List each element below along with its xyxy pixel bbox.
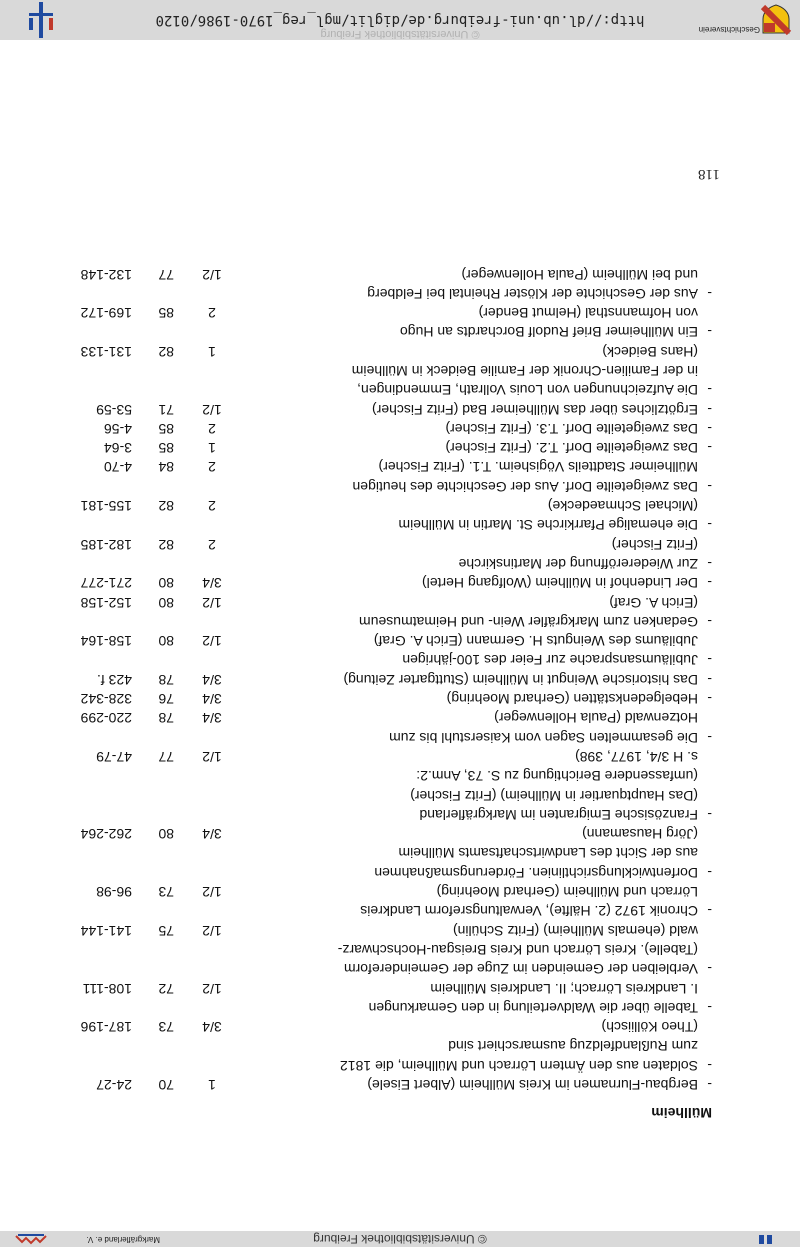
entry-issue: 1/2 xyxy=(202,922,222,939)
entry-pages: 158-164 xyxy=(80,633,132,650)
entry-issue: 3/4 xyxy=(202,691,222,708)
entry-pages: 4-56 xyxy=(103,420,132,437)
bibliography-entry xyxy=(72,419,712,438)
viewer-header-bar xyxy=(0,1231,800,1247)
entry-text xyxy=(268,438,712,457)
entry-pages: 169-172 xyxy=(80,305,132,322)
entry-text xyxy=(268,419,712,438)
entry-pages: 141-144 xyxy=(80,922,132,939)
entry-bullet: - xyxy=(707,478,712,495)
entry-text xyxy=(268,303,712,342)
bibliography-entry xyxy=(72,631,712,670)
entry-issue: 3/4 xyxy=(202,671,222,688)
bibliography-entry xyxy=(72,341,712,399)
entry-bullet: - xyxy=(707,671,712,688)
entry-text xyxy=(268,708,712,747)
entry-issue: 1 xyxy=(208,343,216,360)
entry-year: 85 xyxy=(158,420,174,437)
bibliography-entry xyxy=(72,592,712,631)
entry-pages: 131-133 xyxy=(80,343,132,360)
entry-bullet: - xyxy=(707,285,712,302)
entry-line: (Tabelle). Kreis Lörrach und Kreis Breisgau-Hochschwarz- xyxy=(337,941,698,958)
entry-issue: 1 xyxy=(208,1077,216,1093)
entry-line: Das historische Weingut in Müllheim (Stuttgarter Zeitung) xyxy=(343,671,698,688)
entry-pages: 220-299 xyxy=(80,710,132,727)
entry-line: Chronik 1972 (2. Hälfte), Verwaltungsreform Landkreis xyxy=(360,903,698,920)
entry-text xyxy=(268,341,712,399)
entry-text xyxy=(268,824,712,882)
entry-line: aus der Sicht des Landwirtschaftsamts Müllheim xyxy=(398,845,698,862)
entry-bullet: - xyxy=(707,575,712,592)
university-library-logo-icon xyxy=(27,2,55,38)
bibliography-entry xyxy=(72,438,712,457)
entry-issue: 3/4 xyxy=(202,710,222,727)
copyright-notice: © Universitätsbibliothek Freiburg xyxy=(313,1232,487,1246)
bibliography-entry xyxy=(72,1017,712,1075)
entry-line: Tabelle über die Waldverteilung in den Gemarkungen xyxy=(368,999,698,1016)
entry-text xyxy=(268,457,712,496)
entry-bullet: - xyxy=(707,555,712,572)
entry-text xyxy=(268,264,712,303)
entry-line: Dorfentwicklungsrichtlinien. Förderungsmaßnahmen xyxy=(374,864,698,881)
entry-year: 84 xyxy=(158,459,174,476)
entry-bullet: - xyxy=(707,324,712,341)
entry-pages: 108-111 xyxy=(82,980,132,997)
entry-text xyxy=(268,399,712,418)
entry-bullet: - xyxy=(707,420,712,437)
entry-text xyxy=(268,534,712,573)
entry-text xyxy=(268,669,712,688)
entry-issue: 2 xyxy=(208,536,216,553)
entry-text xyxy=(268,1017,712,1075)
entry-pages: 47-79 xyxy=(96,748,132,765)
entry-line: Bergbau-Flurnamen im Kreis Müllheim (Albert Eisele) xyxy=(367,1077,698,1093)
entry-line: Zur Wiedereröffnung der Martinskirche xyxy=(458,555,698,572)
entry-line: und bei Müllheim (Paula Hollenweger) xyxy=(461,266,698,283)
entry-issue: 2 xyxy=(208,305,216,322)
viewer-footer-bar xyxy=(0,0,800,40)
entry-line: Das zweigeteilte Dorf. T.3. (Fritz Fischer) xyxy=(445,420,698,437)
entry-line: (Michael Schmaedecke) xyxy=(547,498,698,515)
entry-bullet: - xyxy=(707,613,712,630)
entry-issue: 2 xyxy=(208,498,216,515)
entry-line: (Hans Beideck) xyxy=(602,343,698,360)
bibliography-entry xyxy=(72,399,712,418)
entry-year: 80 xyxy=(158,633,174,650)
entry-issue: 3/4 xyxy=(202,1019,222,1036)
entry-line: Ein Müllheimer Brief Rudolf Borchardts an Hugo xyxy=(399,324,698,341)
entry-bullet: - xyxy=(707,806,712,823)
entry-text xyxy=(268,747,712,824)
entry-text xyxy=(268,592,712,631)
entry-line: (umfassendere Berichtigung zu S. 73, Anm.2: xyxy=(416,768,698,785)
entry-text xyxy=(268,882,712,921)
entry-line: Lörrach und Müllheim (Gerhard Moehring) xyxy=(436,884,698,901)
entry-year: 78 xyxy=(158,710,174,727)
bibliography-entry xyxy=(72,264,712,303)
entry-bullet: - xyxy=(707,652,712,669)
entry-bullet: - xyxy=(707,440,712,457)
entry-pages: 3-64 xyxy=(103,440,132,457)
entry-year: 72 xyxy=(158,980,174,997)
bibliography-entry xyxy=(72,573,712,592)
entry-line: I. Landkreis Lörrach; II. Landkreis Müllheim xyxy=(430,980,698,997)
entry-text xyxy=(268,978,712,1017)
entry-line: Das zweigeteilte Dorf. Aus der Geschichte des heutigen xyxy=(352,478,698,495)
bibliography-entry xyxy=(72,978,712,1017)
entry-pages: 132-148 xyxy=(80,266,132,283)
entry-bullet: - xyxy=(707,903,712,920)
entry-line: zum Rußlandfeldzug ausmarschiert sind xyxy=(448,1038,698,1055)
entry-issue: 3/4 xyxy=(202,575,222,592)
association-logo-icon xyxy=(14,1233,48,1245)
entry-issue: 1/2 xyxy=(202,980,222,997)
entry-line: Die gesammelten Sagen vom Kaiserstuhl bis zum xyxy=(389,729,698,746)
entry-line: (Erich A. Graf) xyxy=(609,594,698,611)
entry-pages: 24-27 xyxy=(96,1077,132,1093)
entry-year: 71 xyxy=(158,401,174,418)
bibliography-entry xyxy=(72,747,712,824)
entry-year: 77 xyxy=(158,266,174,283)
entry-pages: 96-98 xyxy=(96,884,132,901)
entry-line: Müllheimer Stadtteils Vögisheim. T.1. (Fritz Fischer) xyxy=(378,459,698,476)
entry-bullet: - xyxy=(707,729,712,746)
entry-year: 77 xyxy=(158,748,174,765)
entry-bullet: - xyxy=(707,691,712,708)
entry-issue: 2 xyxy=(208,420,216,437)
entry-line: Die ehemalige Pfarrkirche St. Martin in Müllheim xyxy=(398,517,698,534)
entry-issue: 1/2 xyxy=(202,884,222,901)
entry-issue: 1 xyxy=(208,440,216,457)
entry-pages: 328-342 xyxy=(80,691,132,708)
bibliography-entry xyxy=(72,708,712,747)
bibliography-entry xyxy=(72,824,712,882)
bibliography-entry xyxy=(72,303,712,342)
entry-issue: 1/2 xyxy=(202,633,222,650)
bibliography-entry xyxy=(72,689,712,708)
entry-line: (Fritz Fischer) xyxy=(611,536,698,553)
entry-line: Soldaten aus den Ämtern Lörrach und Müllheim, die 1812 xyxy=(340,1057,698,1074)
entry-line: (Das Hauptquartier in Müllheim) (Fritz Fischer) xyxy=(410,787,698,804)
entry-line: von Hofmannsthal (Helmut Bender) xyxy=(478,305,698,322)
entry-issue: 1/2 xyxy=(202,266,222,283)
entry-pages: 53-59 xyxy=(96,401,132,418)
entry-year: 85 xyxy=(158,305,174,322)
entry-line: Verbleiben der Gemeinden im Zuge der Gemeindereform xyxy=(343,961,698,978)
entry-year: 76 xyxy=(158,691,174,708)
society-label: Geschichtsverein xyxy=(698,25,760,34)
entry-year: 82 xyxy=(158,343,174,360)
entry-bullet: - xyxy=(707,961,712,978)
entry-text xyxy=(268,496,712,535)
entry-line: Gedanken zum Markgräfler Wein- und Heimatmuseum xyxy=(359,613,698,630)
entry-line: Die Aufzeichnungen von Louis Vollrath, Emmendingen, xyxy=(357,382,698,399)
entry-year: 70 xyxy=(158,1077,174,1093)
entry-bullet: - xyxy=(707,1057,712,1074)
entry-line: Jubiläumsansprache zur Feier des 100-jährigen xyxy=(402,652,698,669)
entry-pages: 155-181 xyxy=(80,498,132,515)
entry-line: Der Lindenhof in Müllheim (Wolfgang Hertel) xyxy=(422,575,698,592)
bibliography-entry xyxy=(72,920,712,978)
entry-line: s. H 3/4, 1977, 398) xyxy=(575,748,698,765)
entry-line: Aus der Geschichte der Klöster Rheintal bei Feldberg xyxy=(367,285,698,302)
faint-copyright: © Universitätsbibliothek Freiburg xyxy=(320,28,480,40)
bibliography-entry xyxy=(72,882,712,921)
bibliography-entry xyxy=(72,496,712,535)
entry-year: 73 xyxy=(158,884,174,901)
entry-year: 80 xyxy=(158,826,174,843)
entry-bullet: - xyxy=(707,517,712,534)
bibliography-entry xyxy=(72,669,712,688)
entry-year: 82 xyxy=(158,498,174,515)
entry-line: Das zweigeteilte Dorf. T.2. (Fritz Fischer) xyxy=(445,440,698,457)
entry-issue: 3/4 xyxy=(202,826,222,843)
page-number: 118 xyxy=(698,166,720,182)
entry-line: (Theo Kölliisch) xyxy=(601,1019,698,1036)
entry-year: 85 xyxy=(158,440,174,457)
entry-line: in der Familien-Chronik der Familie Beideck in Müllheim xyxy=(351,363,698,380)
entry-text xyxy=(268,1075,712,1094)
entry-line: Hotzenwald (Paula Hollenweger) xyxy=(494,710,698,727)
entry-bullet: - xyxy=(707,1077,712,1093)
entry-line: (Jörg Hausamann) xyxy=(582,826,698,843)
entry-text xyxy=(268,573,712,592)
section-title: Müllheim xyxy=(651,1105,712,1121)
association-name: Markgräflerland e. V. xyxy=(86,1235,160,1244)
document-url[interactable]: http://dl.ub.uni-freiburg.de/diglit/mgl_reg_1970-1986/0120 xyxy=(155,12,645,28)
entry-line: Hebelgedenkstätten (Gerhard Moehring) xyxy=(446,691,698,708)
bibliography-entry xyxy=(72,1075,712,1094)
entry-year: 73 xyxy=(158,1019,174,1036)
entry-year: 78 xyxy=(158,671,174,688)
entry-year: 80 xyxy=(158,594,174,611)
entry-year: 75 xyxy=(158,922,174,939)
entry-bullet: - xyxy=(707,999,712,1016)
bibliography-list xyxy=(72,264,712,1094)
entry-pages: 152-158 xyxy=(80,594,132,611)
bibliography-entry xyxy=(72,534,712,573)
entry-issue: 1/2 xyxy=(202,748,222,765)
entry-bullet: - xyxy=(707,401,712,418)
entry-pages: 271-277 xyxy=(80,575,132,592)
entry-issue: 1/2 xyxy=(202,401,222,418)
entry-pages: 4-70 xyxy=(103,459,132,476)
entry-text xyxy=(268,920,712,978)
entry-bullet: - xyxy=(707,864,712,881)
entry-line: Französische Emigranten im Markgräflerland xyxy=(419,806,698,823)
entry-year: 80 xyxy=(158,575,174,592)
entry-pages: 182-185 xyxy=(80,536,132,553)
bibliography-entry xyxy=(72,457,712,496)
entry-issue: 2 xyxy=(208,459,216,476)
entry-pages: 262-264 xyxy=(80,826,132,843)
entry-year: 82 xyxy=(158,536,174,553)
entry-line: Ergötzliches über das Müllheimer Bad (Fritz Fischer) xyxy=(372,401,698,418)
entry-pages: 423 f. xyxy=(96,671,132,688)
entry-bullet: - xyxy=(707,382,712,399)
entry-pages: 187-196 xyxy=(80,1019,132,1036)
entry-line: wald (ehemals Müllheim) (Fritz Schülin) xyxy=(452,922,698,939)
entry-issue: 1/2 xyxy=(202,594,222,611)
entry-line: Jubiläums des Weinguts H. Germann (Erich A. Graf) xyxy=(373,633,698,650)
entry-text xyxy=(268,631,712,670)
entry-text xyxy=(268,689,712,708)
